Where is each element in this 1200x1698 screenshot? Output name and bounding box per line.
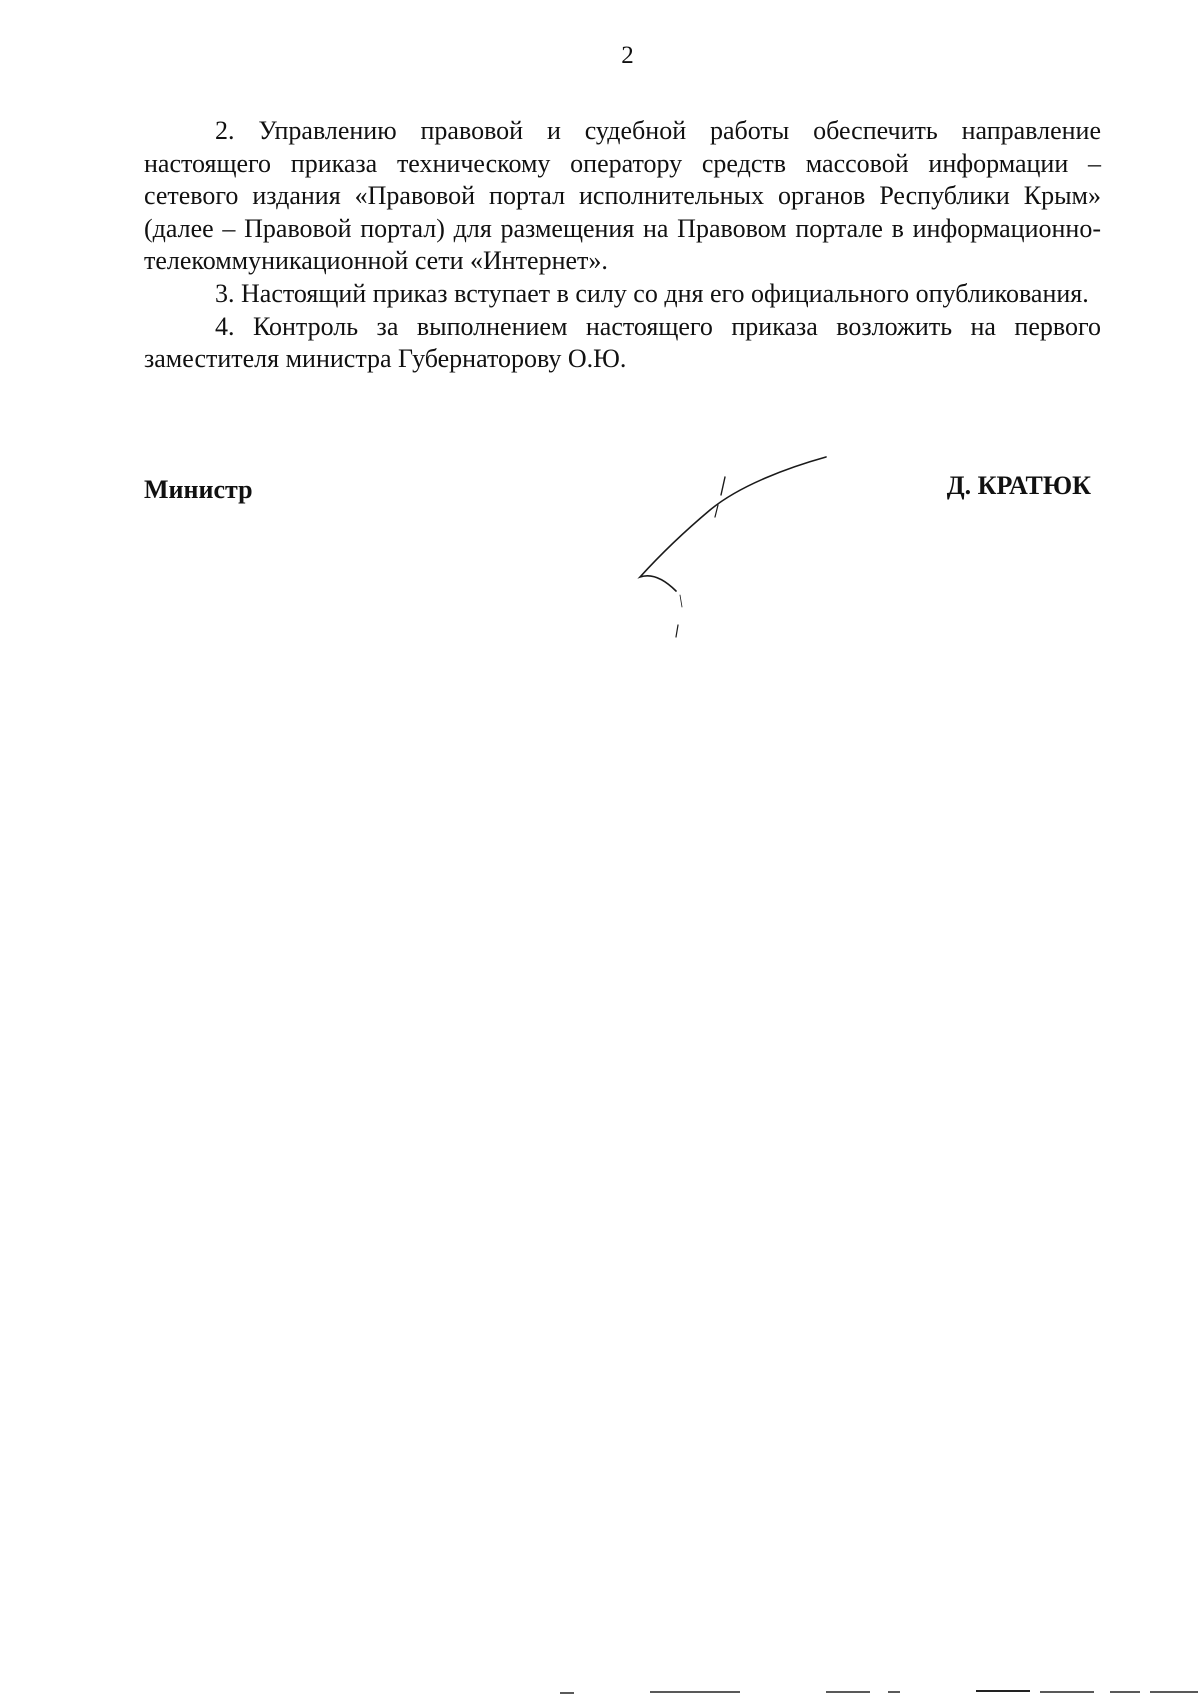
- page-number: 2: [621, 42, 634, 69]
- signature-row: [144, 470, 1091, 510]
- paragraph-4: 4. Контроль за выполнением настоящего приказа возложить на первого заместителя министра Губернаторову О.Ю.: [144, 311, 1101, 374]
- signatory-title: Министр: [144, 475, 253, 504]
- paragraph-2: 2. Управлению правовой и судебной работы обеспечить направление настоящего приказа техническому оператору средств массовой информации – сетевого издания «Правовой портал исполнительных органов Республики Крым» (далее – Правовой портал) для размещения на Правовом портале в информационно-телекоммуникационной сети «Интернет».: [144, 116, 1101, 276]
- paragraph-3: 3. Настоящий приказ вступает в силу со дня его официального опубликования.: [215, 278, 1089, 308]
- document-body: [144, 115, 1101, 376]
- signatory-name: Д. КРАТЮК: [946, 471, 1091, 500]
- handwritten-signature: [630, 455, 830, 645]
- scan-edge-marks: [0, 1680, 1200, 1698]
